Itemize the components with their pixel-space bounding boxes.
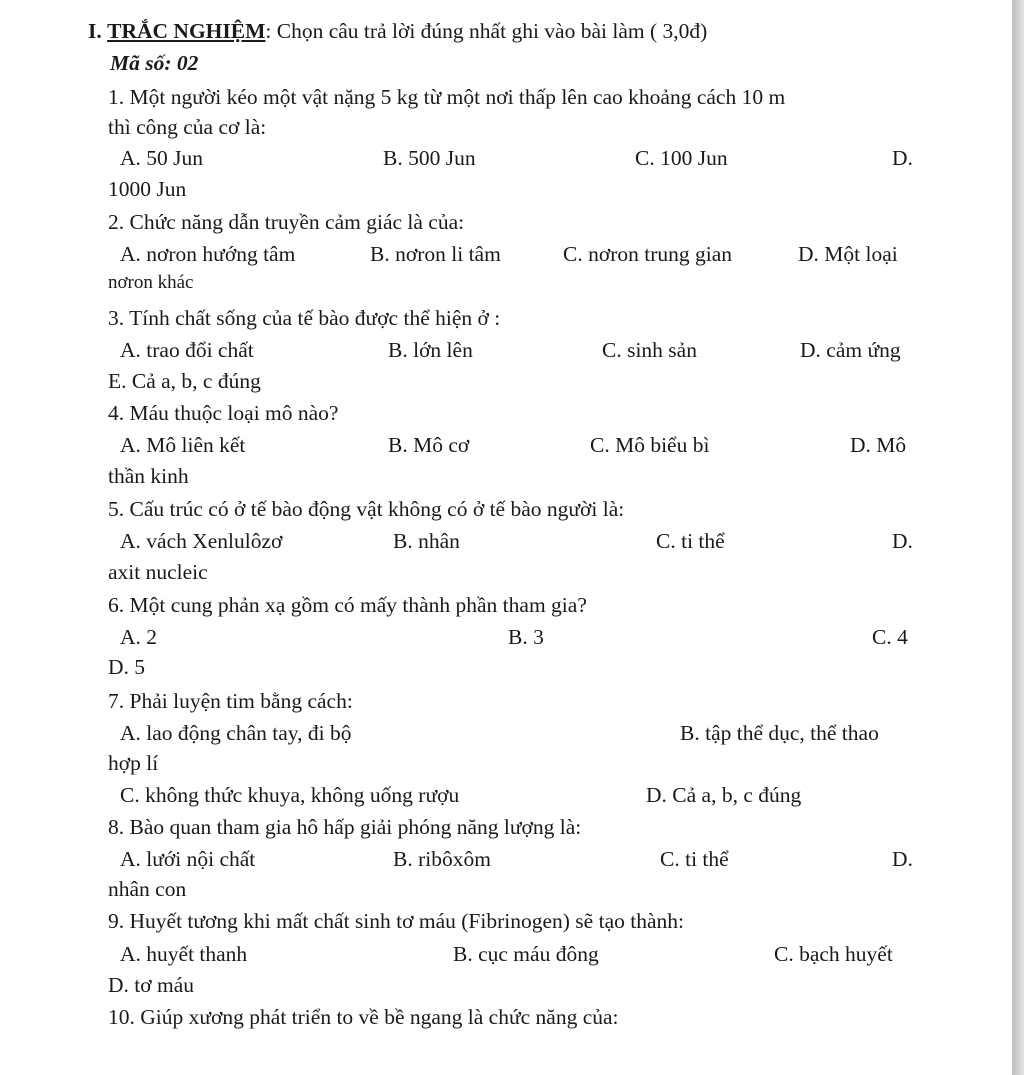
option-c: C. 100 Jun xyxy=(635,146,728,170)
option-d: D. tơ máu xyxy=(108,973,195,997)
question-7-options-cd xyxy=(108,780,920,810)
question-6-options xyxy=(108,622,920,652)
option-a: A. Mô liên kết xyxy=(120,433,246,457)
question-8: 8. Bào quan tham gia hô hấp giải phóng năng lượng là: xyxy=(108,815,582,839)
question-7: 7. Phải luyện tim bằng cách: xyxy=(108,689,353,713)
option-c: C. sinh sản xyxy=(602,338,697,362)
option-a: A. vách Xenlulôzơ xyxy=(120,529,283,553)
question-5: 5. Cấu trúc có ở tế bào động vật không có ở tế bào người là: xyxy=(108,497,625,521)
option-d: D. xyxy=(892,529,913,553)
option-d-continued: nhân con xyxy=(108,877,187,901)
question-3-options xyxy=(108,335,920,365)
option-a: A. nơron hướng tâm xyxy=(120,242,296,266)
question-2: 2. Chức năng dẫn truyền cảm giác là của: xyxy=(108,210,465,234)
option-c: C. 4 xyxy=(872,625,908,649)
question-6: 6. Một cung phản xạ gồm có mấy thành phần tham gia? xyxy=(108,593,587,617)
question-10: 10. Giúp xương phát triển to về bề ngang là chức năng của: xyxy=(108,1005,619,1029)
option-a: A. trao đổi chất xyxy=(120,338,254,362)
option-b: B. lớn lên xyxy=(388,338,473,362)
option-d-continued: thần kinh xyxy=(108,464,189,488)
option-d: D. Mô xyxy=(850,433,907,457)
option-c: C. Mô biểu bì xyxy=(590,433,710,457)
section-instruction: : Chọn câu trả lời đúng nhất ghi vào bài làm ( 3,0đ) xyxy=(265,19,708,43)
question-1-continued: thì công của cơ là: xyxy=(108,115,267,139)
option-b: B. 3 xyxy=(508,625,544,649)
question-4-options xyxy=(108,430,920,460)
option-d-continued: nơron khác xyxy=(108,272,194,293)
option-b: B. nơron li tâm xyxy=(370,242,501,266)
option-b: B. 500 Jun xyxy=(383,146,476,170)
option-c: C. nơron trung gian xyxy=(563,242,733,266)
question-4: 4. Máu thuộc loại mô nào? xyxy=(108,401,339,425)
option-b: B. Mô cơ xyxy=(388,433,470,457)
option-e: E. Cả a, b, c đúng xyxy=(108,369,261,393)
option-b: B. cục máu đông xyxy=(453,942,599,966)
option-d: D. xyxy=(892,146,913,170)
option-b-continued: hợp lí xyxy=(108,751,159,775)
question-1-options xyxy=(108,143,920,173)
option-d: D. xyxy=(892,847,913,871)
option-c: C. bạch huyết xyxy=(774,942,893,966)
option-d: D. 5 xyxy=(108,655,146,679)
option-c: C. không thức khuya, không uống rượu xyxy=(120,783,460,807)
option-d-continued: axit nucleic xyxy=(108,560,208,584)
question-1: 1. Một người kéo một vật nặng 5 kg từ một nơi thấp lên cao khoảng cách 10 m xyxy=(108,85,786,109)
question-9-options xyxy=(108,939,920,969)
option-d: D. Một loại xyxy=(798,242,898,266)
option-d: D. Cả a, b, c đúng xyxy=(646,783,802,807)
option-a: A. lao động chân tay, đi bộ xyxy=(120,721,352,745)
option-a: A. 2 xyxy=(120,625,158,649)
page-edge-shadow xyxy=(1012,0,1024,1075)
question-8-options xyxy=(108,844,920,874)
question-9: 9. Huyết tương khi mất chất sinh tơ máu (Fibrinogen) sẽ tạo thành: xyxy=(108,909,684,933)
section-heading xyxy=(88,16,900,46)
question-2-options xyxy=(108,239,920,269)
option-b: B. ribôxôm xyxy=(393,847,491,871)
question-5-options xyxy=(108,526,920,556)
option-d-continued: 1000 Jun xyxy=(108,177,187,201)
option-b: B. nhân xyxy=(393,529,460,553)
question-7-options-ab xyxy=(108,718,920,748)
option-b: B. tập thể dục, thể thao xyxy=(680,721,879,745)
option-c: C. ti thể xyxy=(660,847,729,871)
option-d: D. cảm ứng xyxy=(800,338,901,362)
option-c: C. ti thể xyxy=(656,529,725,553)
option-a: A. huyết thanh xyxy=(120,942,248,966)
section-title: TRẮC NGHIỆM xyxy=(107,19,266,43)
option-a: A. 50 Jun xyxy=(120,146,204,170)
question-3: 3. Tính chất sống của tế bào được thể hiện ở : xyxy=(108,306,501,330)
option-a: A. lưới nội chất xyxy=(120,847,256,871)
section-number: I. xyxy=(88,19,102,43)
exam-code: Mã số: 02 xyxy=(110,51,199,75)
